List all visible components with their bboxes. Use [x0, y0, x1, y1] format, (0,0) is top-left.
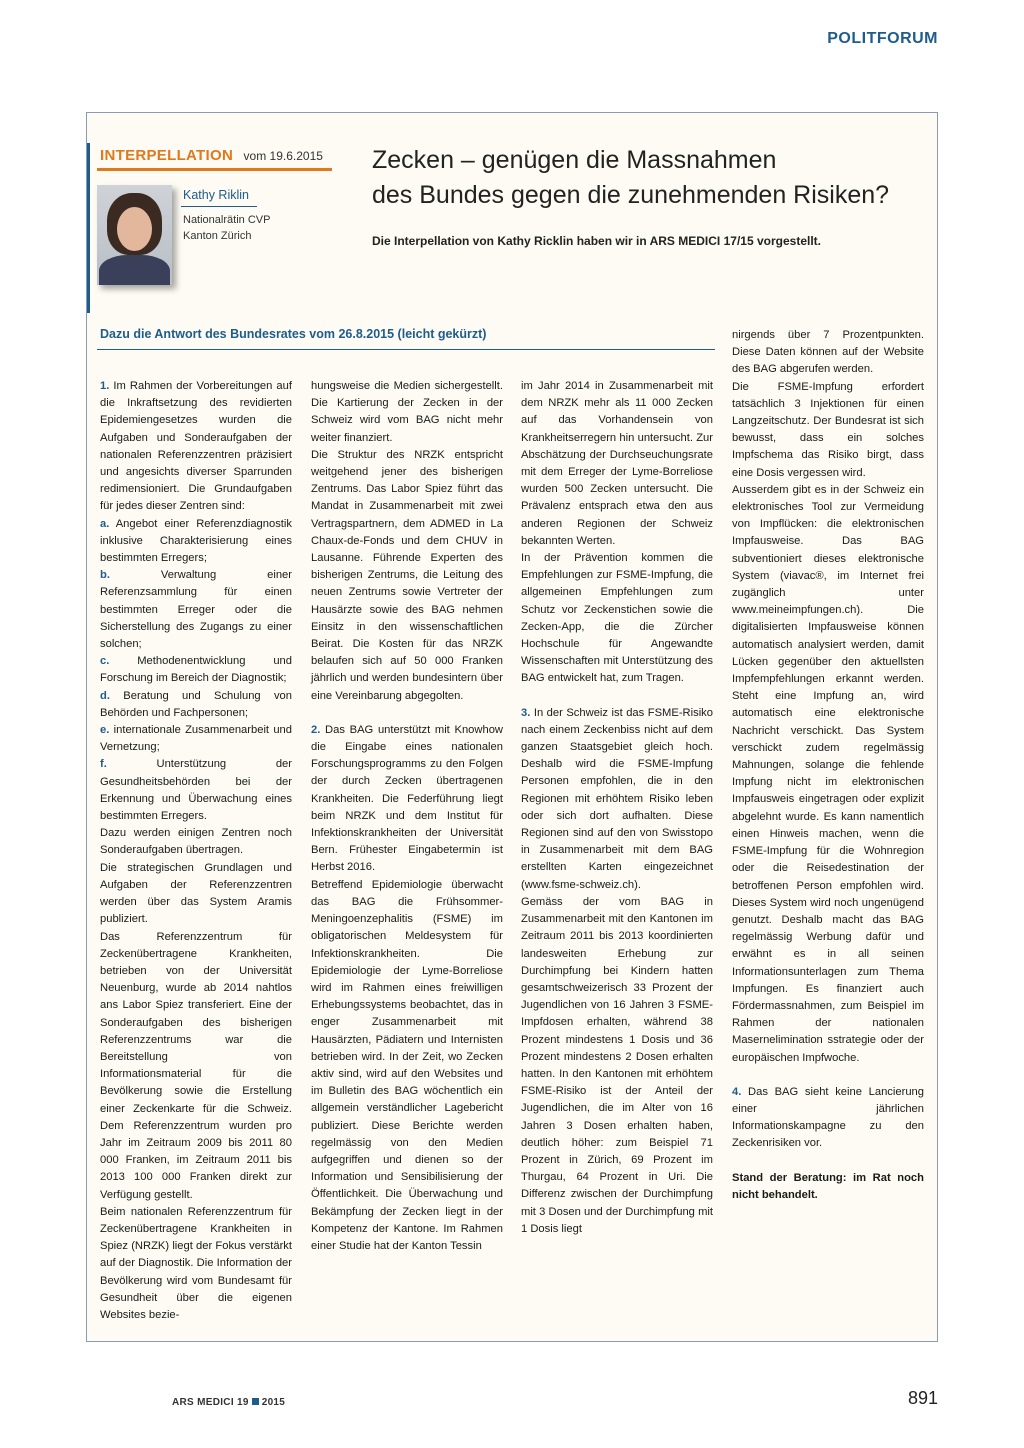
paragraph: Stand der Beratung: im Rat noch nicht behandelt.: [732, 1171, 924, 1201]
portrait-photo: [97, 185, 172, 285]
item-number: d.: [100, 689, 110, 702]
interpellation-date: vom 19.6.2015: [243, 149, 323, 163]
item-text: In der Schweiz ist das FSME-Risiko nach einem Zeckenbiss nicht auf dem ganzen Staatsgebiet gleich hoch. Deshalb wird die FSME-Impfung Personen empfohlen, die in den Regionen mit erhöhtem Risiko leben oder sich dort aufhalten. Diese Regionen sind auf den von Swisstopo in Zusammenarbeit mit dem BAG erstellten Karten eingezeichnet (www.fsme-schweiz.ch).: [521, 706, 713, 891]
item-number: 1.: [100, 380, 110, 392]
item-number: e.: [100, 724, 110, 737]
paragraph: [100, 722, 292, 756]
paragraph: In der Prävention kommen die Empfehlungen zur FSME-Impfung, die allgemeinen Empfehlungen zum Schutz vor Zeckenstichen sowie die Zecken-App, die die Zürcher Hochschule für Angewandte Wissenschaften mit Unterstützung des BAG entwickelt hat, zum Tragen.: [521, 552, 713, 685]
paragraph: [521, 705, 713, 894]
paragraph: Dazu werden einigen Zentren noch Sonderaufgaben übertragen.: [100, 827, 292, 857]
item-number: b.: [100, 569, 110, 582]
text-column-1: [100, 378, 292, 1324]
paragraph: Die FSME-Impfung erfordert tatsächlich 3 Injektionen für einen Langzeitschutz. Der Bundesrat ist sich bewusst, dass ein solches Impfschema das Risiko birgt, dass eine Dosis vergessen wird.: [732, 380, 924, 479]
orange-rule: [97, 168, 332, 171]
item-text: internationale Zusammenarbeit und Vernetzung;: [100, 724, 292, 754]
item-text: Im Rahmen der Vorbereitungen auf die Inkraftsetzung des revidierten Epidemiengesetzes wurden die Aufgaben und Sonderaufgaben der nationalen Referenzzentren präzisiert und angesichts diverser Sparrunden redimensioniert. Die Grundaufgaben für jedes dieser Zentren sind:: [100, 380, 292, 513]
interpellation-word: INTERPELLATION: [100, 147, 234, 164]
paragraph: Ausserdem gibt es in der Schweiz ein elektronisches Tool zur Vermeidung von Impflücken: die elektronischen Impfausweise. Das BAG subventioniert dieses elektronische System (viavac®, im Internet frei zugänglich unter www.meineimpfungen.ch). Die digitalisierten Impfausweise können automatisch analysiert werden, damit Lücken gegenüber den aktuellsten Impfempfehlungen erkannt werden. Steht eine Impfung an, wird automatisch eine elektronische Nachricht verschickt. Das System verschickt zudem regelmässig Mahnungen, solange die fehlende Impfung nicht im elektronischen Impfausweis eingetragen oder explizit abgelehnt wurde. Es kann namentlich einen Hinweis machen, wenn die FSME-Impfung für die Wohnregion oder die Reisedestination der betroffenen Person empfohlen wird. Dieses System wird noch ungenügend genutzt. Deshalb macht das BAG regelmässig Werbung dafür und erwähnt es in all seinen Informationsunterlagen zum Thema Impfungen. Es finanziert auch Fördermassnahmen, zum Beispiel im Rahmen der nationalen Masernelimination sstrategie oder der europäischen Impfwoche.: [732, 483, 924, 1064]
section-title: POLITFORUM: [827, 30, 938, 47]
square-icon: [252, 1398, 259, 1405]
item-number: 2.: [311, 723, 321, 736]
paragraph: Gemäss der vom BAG in Zusammenarbeit mit den Kantonen im Zeitraum 2011 bis 2013 koordinierten landesweiten Erhebung zur Durchimpfung bei Kindern hatten gesamtschweizerisch 33 Prozent der Jugendlichen von 16 Jahren 3 FSME-Impfdosen erhalten, während 38 Prozent mindestens 1 Dosis und 36 Prozent mindestens 2 Dosen erhalten hatten. In den Kantonen mit erhöhtem FSME-Risiko ist der Anteil der Jugendlichen, die im Alter von 16 Jahren 3 Dosen erhalten haben, deutlich höher: zum Beispiel 71 Prozent in Zürich, 69 Prozent im Thurgau, 64 Prozent in Uri. Die Differenz zwischen der Durchimpfung mit 3 Dosen und der Durchimpfung mit 1 Dosis liegt: [521, 895, 713, 1235]
item-text: Das BAG sieht keine Lancierung einer jährlichen Informationskampagne zu den Zeckenrisiken vor.: [732, 1085, 924, 1150]
article-title-line-2: des Bundes gegen die zunehmenden Risiken?: [372, 181, 890, 209]
person-name: Kathy Riklin: [183, 188, 249, 202]
article-frame: [86, 112, 938, 1342]
item-number: 3.: [521, 706, 531, 719]
journal-year: 2015: [261, 1397, 286, 1408]
paragraph: im Jahr 2014 in Zusammenarbeit mit dem NRZK mehr als 11 000 Zecken auf das Vorhandensein von Krankheitserregern hin untersucht. Zur Abschätzung der Durchseuchungsrate mit dem Erreger der Lyme-Borreliose wurden 500 Zecken untersucht. Die Prävalenz entsprach etwa den aus anderen Regionen der Schweiz bekannten Werten.: [521, 380, 713, 547]
item-text: Angebot einer Referenzdiagnostik inklusive Charakterisierung eines bestimmten Erregers;: [100, 517, 292, 565]
answer-heading: Dazu die Antwort des Bundesrates vom 26.8.2015 (leicht gekürzt): [100, 327, 487, 341]
paragraph: [100, 688, 292, 722]
person-role: [183, 212, 270, 244]
answer-rule: [97, 349, 715, 350]
item-number: 4.: [732, 1085, 742, 1098]
article-title-line-1: Zecken – genügen die Massnahmen: [372, 146, 777, 174]
item-number: c.: [100, 655, 110, 668]
article-title: [372, 143, 932, 213]
paragraph: Das Referenzzentrum für Zeckenübertragene Krankheiten, betrieben von der Universität Neuenburg, wurde ab 2014 nahtlos ans Labor Spiez transferiert. Eine der Sonderaufgaben des bisherigen Referenzzentrums war die Bereitstellung von Informationsmaterial für die Bevölkerung sowie die Erstellung einer Zeckenkarte für die Schweiz. Dem Referenzzentrum wurden pro Jahr im Zeitraum 2009 bis 2011 80 000 Franken, im Zeitraum 2011 bis 2013 100 000 Franken direkt zur Verfügung gestellt.: [100, 930, 292, 1201]
interpellation-label: [100, 147, 323, 165]
paragraph: [100, 516, 292, 568]
paragraph: Die strategischen Grundlagen und Aufgaben der Referenzzentren werden über das System Aramis publiziert.: [100, 861, 292, 926]
paragraph: Die Struktur des NRZK entspricht weitgehend jener des bisherigen Zentrums. Das Labor Spiez führt das Mandat in Zusammenarbeit mit zwei Vertragspartnern, dem ADMED in La Chaux-de-Fonds und dem CHUV in Lausanne. Führende Experten des bisherigen Zentrums, die Leitung des neuen Zentrums sowie Vertreter der Hausärzte sowie des BAG nehmen Einsitz in den wissenschaftlichen Beirat. Die Kosten für das NRZK belaufen sich auf 50 000 Franken jährlich und werden bundesintern über eine Vereinbarung abgegolten.: [311, 448, 503, 702]
journal-name: ARS MEDICI 19: [172, 1397, 249, 1408]
page-number: 891: [907, 1388, 938, 1408]
paragraph: Beim nationalen Referenzzentrum für Zeckenübertragene Krankheiten in Spiez (NRZK) liegt der Fokus verstärkt auf der Diagnostik. Die Information der Bevölkerung wird vom Bundesamt für Gesundheit über die eigenen Websites bezie-: [100, 1205, 292, 1321]
paragraph: [100, 378, 292, 516]
journal-footer: [172, 1397, 285, 1408]
paragraph: [100, 567, 292, 653]
item-text: Das BAG unterstützt mit Knowhow die Eingabe eines nationalen Forschungsprogramms zu den Folgen der durch Zecken übertragenen Krankheiten. Die Federführung liegt beim NRZK und dem Institut für Infektionskrankheiten der Universität Bern. Frühester Eingabetermin ist Herbst 2016.: [311, 723, 503, 874]
item-text: Methodenentwicklung und Forschung im Bereich der Diagnostik;: [100, 655, 292, 685]
item-number: f.: [100, 758, 107, 771]
text-column-4: [732, 327, 924, 1204]
paragraph: [100, 653, 292, 687]
paragraph: hungsweise die Medien sichergestellt. Die Kartierung der Zecken in der Schweiz wird vom BAG nicht mehr weiter finanziert.: [311, 380, 503, 444]
text-column-3: [521, 378, 713, 1238]
paragraph: nirgends über 7 Prozentpunkten. Diese Daten können auf der Website des BAG abgerufen werden.: [732, 329, 924, 376]
paragraph: [732, 1084, 924, 1153]
paragraph: [100, 756, 292, 825]
item-text: Unterstützung der Gesundheitsbehörden bei der Erkennung und Überwachung eines bestimmten Erregers.: [100, 758, 292, 823]
article-subtitle: Die Interpellation von Kathy Ricklin haben wir in ARS MEDICI 17/15 vorgestellt.: [372, 234, 821, 248]
item-text: Beratung und Schulung von Behörden und Fachpersonen;: [100, 689, 292, 719]
item-text: Verwaltung einer Referenzsammlung für einen bestimmten Erreger oder die Sicherstellung des Zugangs zu einer solchen;: [100, 569, 292, 651]
item-number: a.: [100, 517, 110, 530]
person-role-canton: Kanton Zürich: [183, 230, 252, 242]
person-role-party: Nationalrätin CVP: [183, 214, 271, 226]
accent-bar: [87, 143, 90, 313]
name-rule: [181, 206, 257, 207]
paragraph: Betreffend Epidemiologie überwacht das BAG die Frühsommer-Meningoenzephalitis (FSME) im obligatorischen Meldesystem für Infektionskrankheiten. Die Epidemiologie der Lyme-Borreliose wird im Rahmen eines freiwilligen Erhebungssystems beobachtet, das in enger Zusammenarbeit mit Hausärzten, Pädiatern und Internisten betrieben wird. In der Zeit, wo Zecken aktiv sind, wird auf den Websites und im Bulletin des BAG wöchentlich ein allgemein verständlicher Lagebericht publiziert. Diese Berichte werden regelmässig von den Medien aufgegriffen und dienen so der Information und Sensibilisierung der Öffentlichkeit. Die Überwachung und Bekämpfung der Zecken liegt in der Kompetenz der Kantone. Im Rahmen einer Studie hat der Kanton Tessin: [311, 878, 503, 1252]
text-column-2: [311, 378, 503, 1255]
paragraph: [311, 722, 503, 877]
